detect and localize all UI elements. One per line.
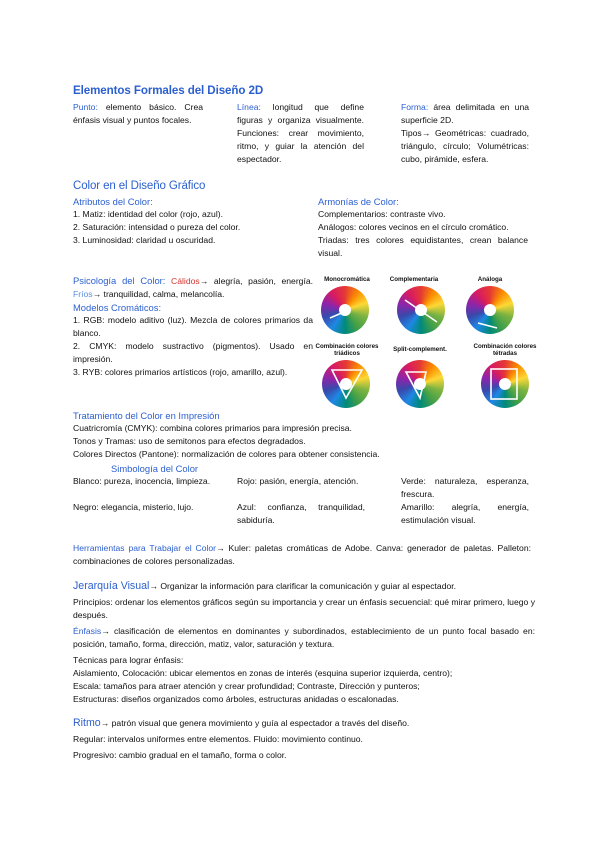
herramientas-text: → Kuler: paletas cromáticas de Adobe. Canva: generador de paletas. Palleton: combinaciones de colores personalizadas. (73, 543, 531, 566)
tipos-geometricas: Geométricas: cuadrado, triángulo, círculo; (401, 128, 529, 151)
split-complement-wheel-icon (396, 360, 444, 408)
color-heading: Color en el Diseño Gráfico (73, 180, 206, 192)
atributos-title: Atributos del Color: (73, 196, 153, 207)
psicologia-block (73, 274, 313, 301)
calidos-label: Cálidos (171, 276, 200, 286)
jerarquia-block (73, 580, 535, 706)
armonias-title: Armonías de Color: (318, 196, 399, 207)
tipos-volumetricas: Volumétricas: cubo, pirámide, esfera. (401, 141, 529, 164)
herramientas-block (73, 542, 531, 568)
wheel-label-split: Split-complement. (393, 346, 447, 353)
wheel-label-complementaria: Complementaria (389, 276, 439, 283)
punto-block (73, 101, 203, 127)
triadic-wheel-icon (322, 360, 370, 408)
ritmo-regular: Regular: intervalos uniformes entre elementos. Fluido: movimiento continuo. (73, 734, 363, 744)
punto-label: Punto: (73, 102, 98, 112)
wheel-label-analoga: Análoga (477, 276, 503, 283)
impresion-title: Tratamiento del Color en Impresión (73, 410, 220, 421)
armonia-item: Triadas: tres colores equidistantes, crean balance visual. (318, 235, 528, 258)
enfasis-label: Énfasis (73, 626, 102, 636)
atributo-item: 1. Matiz: identidad del color (rojo, azul). (73, 209, 223, 219)
simb-rojo: Rojo: pasión, energía, atención. (237, 476, 359, 486)
linea-text: longitud que define figuras y organiza visualmente. Funciones: crear movimiento, ritmo, y guiar la atención del espectador. (237, 102, 364, 164)
forma-label: Forma: (401, 102, 429, 112)
ritmo-block (73, 717, 533, 762)
armonias-block (318, 195, 528, 260)
simb-amarillo: Amarillo: alegría, energía, estimulación visual. (401, 502, 529, 525)
simb-negro: Negro: elegancia, misterio, lujo. (73, 502, 194, 512)
ritmo-label: Ritmo (73, 717, 101, 729)
linea-label: Línea: (237, 102, 261, 112)
tecnica-aislamiento: Aislamiento, Colocación: ubicar elementos en zonas de interés (esquina superior izquierda, centro); (73, 668, 453, 678)
monochromatic-wheel-icon (321, 286, 369, 334)
tipos-label: Tipos→ (401, 128, 431, 138)
wheel-label-tetrada: Combinación colores tétradas (473, 343, 537, 357)
simb-blanco: Blanco: pureza, inocencia, limpieza. (73, 476, 211, 486)
herramientas-label: Herramientas para Trabajar el Color (73, 543, 217, 553)
tecnicas-title: Técnicas para lograr énfasis: (73, 655, 184, 665)
frios-text: → tranquilidad, calma, melancolía. (92, 289, 225, 299)
forma-text: área delimitada en una superficie 2D. (401, 102, 530, 125)
linea-block (237, 101, 364, 166)
armonia-item: Análogos: colores vecinos en el círculo cromático. (318, 222, 509, 232)
impresion-line: Colores Directos (Pantone): normalización de colores para obtener consistencia. (73, 449, 380, 459)
complementary-wheel-icon (397, 286, 445, 334)
simb-verde: Verde: naturaleza, esperanza, frescura. (401, 476, 529, 499)
jerarquia-label: Jerarquía Visual (73, 580, 150, 592)
modelo-item: 2. CMYK: modelo sustractivo (pigmentos). Usado en impresión. (73, 341, 313, 364)
modelos-block (73, 301, 313, 379)
ritmo-text: → patrón visual que genera movimiento y guía al espectador a través del diseño. (100, 718, 410, 728)
modelos-title: Modelos Cromáticos: (73, 302, 162, 313)
punto-text: elemento básico. Crea énfasis visual y puntos focales. (73, 102, 204, 125)
impresion-block (73, 409, 533, 461)
enfasis-text: → clasificación de elementos en dominantes y subordinados, establecimiento de un punto focal basado en: posición, tamaño, forma, dirección, matiz, valor, saturación y textura. (73, 626, 535, 649)
impresion-line: Cuatricromía (CMYK): combina colores primarios para impresión precisa. (73, 423, 352, 433)
tecnica-escala: Escala: tamaños para atraer atención y crear profundidad; Contraste, Dirección y punteros; (73, 681, 420, 691)
tecnica-estructuras: Estructuras: diseños organizados como árboles, estructuras anidadas o escalonadas. (73, 694, 399, 704)
atributo-item: 3. Luminosidad: claridad u oscuridad. (73, 235, 216, 245)
jerarquia-text: → Organizar la información para clarificar la comunicación y guiar al espectador. (149, 581, 457, 591)
ritmo-progresivo: Progresivo: cambio gradual en el tamaño, forma o color. (73, 750, 287, 760)
modelo-item: 3. RYB: colores primarios artísticos (rojo, amarillo, azul). (73, 367, 288, 377)
atributos-block (73, 195, 293, 247)
simbologia-title: Simbología del Color (111, 463, 199, 474)
armonia-item: Complementarios: contraste vivo. (318, 209, 446, 219)
analogous-wheel-icon (466, 286, 514, 334)
calidos-text: → alegría, pasión, energía. (199, 276, 314, 286)
atributo-item: 2. Saturación: intensidad o pureza del color. (73, 222, 241, 232)
wheel-label-monocromatica: Monocromática (324, 276, 370, 283)
modelo-item: 1. RGB: modelo aditivo (luz). Mezcla de colores primarios da blanco. (73, 315, 313, 338)
psicologia-label: Psicología del Color: (73, 275, 166, 286)
simb-azul: Azul: confianza, tranquilidad, sabiduría. (237, 502, 365, 525)
wheel-label-triadica: Combinación colores triádicos (315, 343, 379, 357)
forma-block (401, 101, 529, 166)
tetradic-wheel-icon (481, 360, 529, 408)
impresion-line: Tonos y Tramas: uso de semitonos para efectos degradados. (73, 436, 306, 446)
frios-label: Fríos (73, 289, 93, 299)
jerarquia-principios: Principios: ordenar los elementos gráficos según su importancia y crear un énfasis secuencial: qué mirar primero, luego y después. (73, 597, 535, 620)
page-title: Elementos Formales del Diseño 2D (73, 84, 264, 97)
